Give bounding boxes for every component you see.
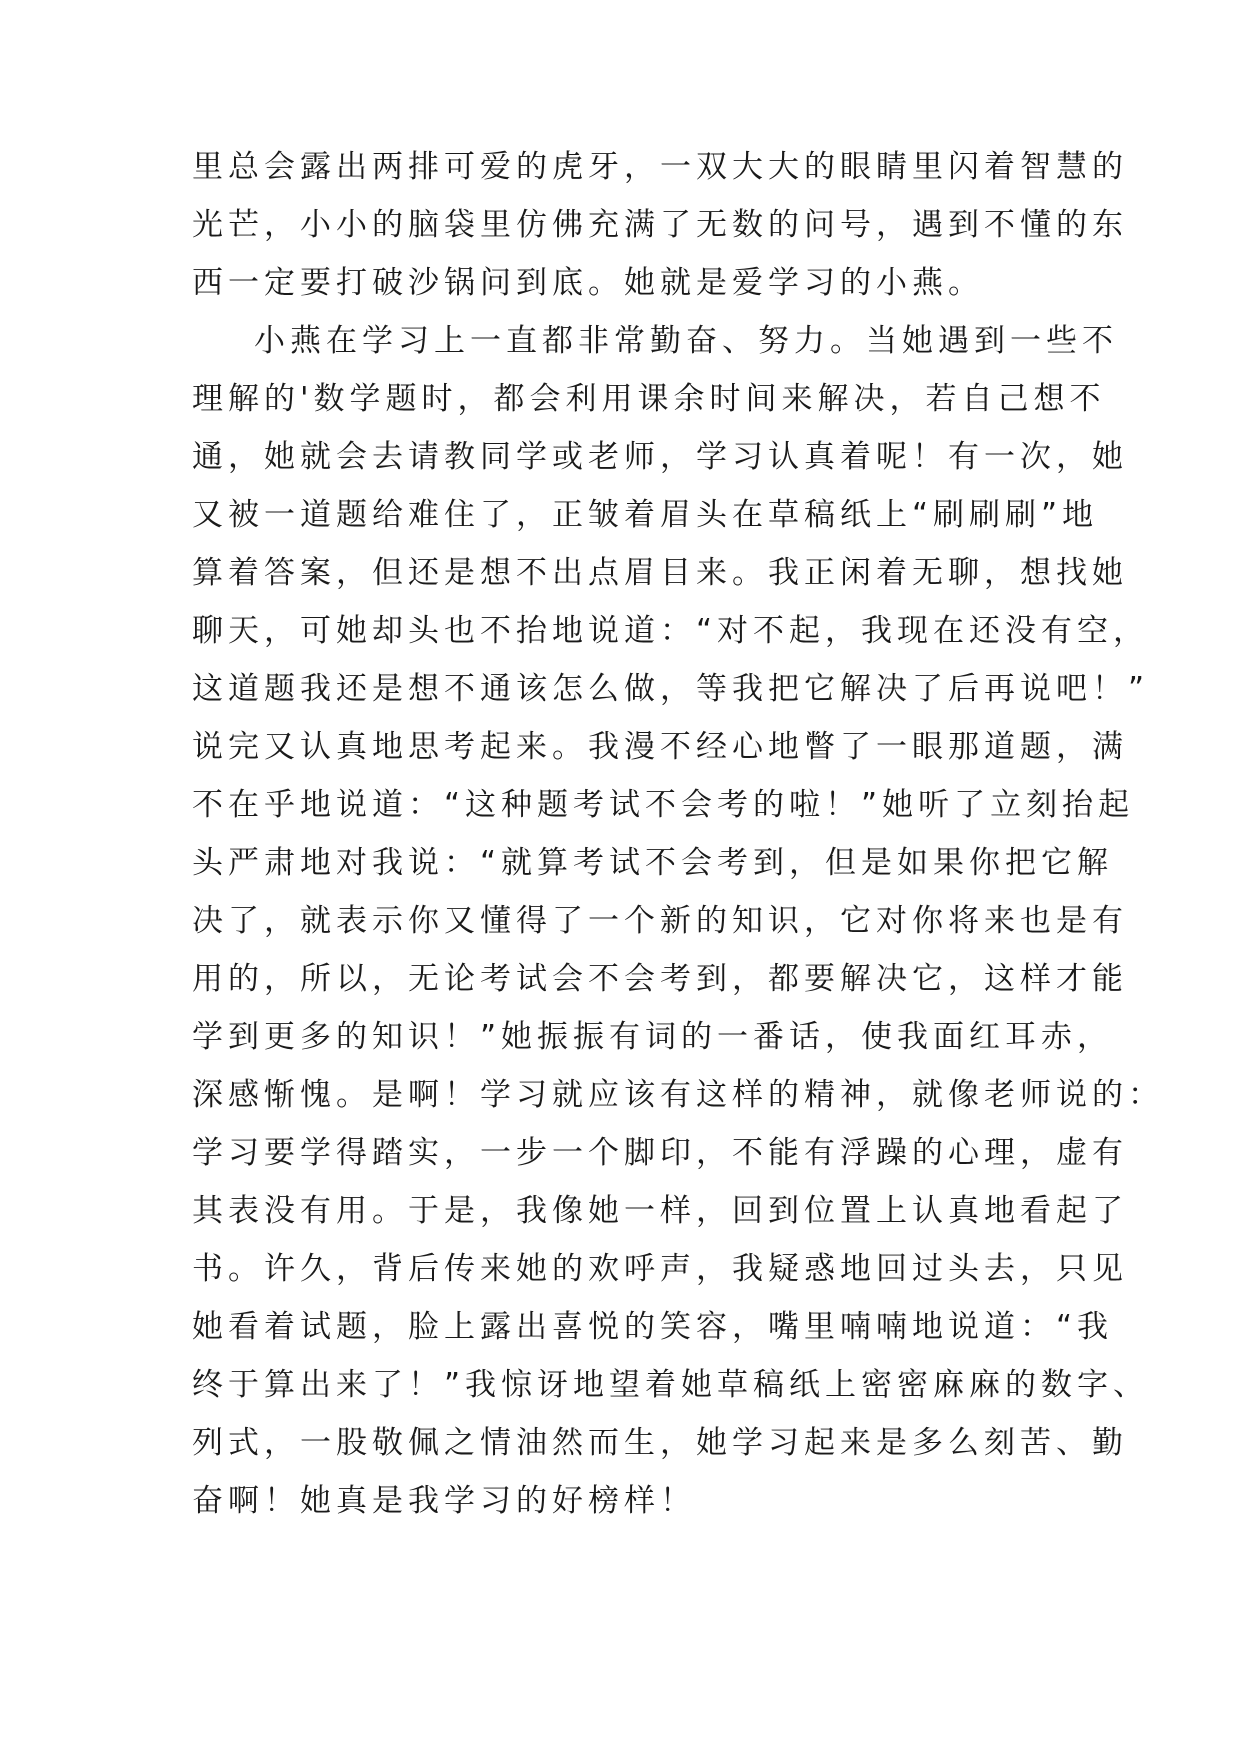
text-line: 聊天，可她却头也不抬地说道：“对不起，我现在还没有空， bbox=[192, 613, 1150, 649]
text-line: 深感惭愧。是啊！学习就应该有这样的精神，就像老师说的： bbox=[192, 1077, 1164, 1113]
text-line: 书。许久，背后传来她的欢呼声，我疑惑地回过头去，只见 bbox=[192, 1251, 1128, 1287]
text-line: 这道题我还是想不通该怎么做，等我把它解决了后再说吧！” bbox=[192, 671, 1150, 707]
text-line: 不在乎地说道：“这种题考试不会考的啦！”她听了立刻抬起 bbox=[192, 787, 1135, 823]
paragraph-first-line: 小燕在学习上一直都非常勤奋、努力。当她遇到一些不 bbox=[254, 323, 1118, 359]
text-line: 又被一道题给难住了，正皱着眉头在草稿纸上“刷刷刷”地 bbox=[192, 497, 1099, 533]
text-line: 里总会露出两排可爱的虎牙，一双大大的眼睛里闪着智慧的 bbox=[192, 149, 1128, 185]
text-line: 列式，一股敬佩之情油然而生，她学习起来是多么刻苦、勤 bbox=[192, 1425, 1128, 1461]
text-line: 西一定要打破沙锅问到底。她就是爱学习的小燕。 bbox=[192, 265, 984, 301]
text-line: 终于算出来了！”我惊讶地望着她草稿纸上密密麻麻的数字、 bbox=[192, 1367, 1150, 1403]
text-line: 光芒，小小的脑袋里仿佛充满了无数的问号，遇到不懂的东 bbox=[192, 207, 1128, 243]
text-line: 头严肃地对我说：“就算考试不会考到，但是如果你把它解 bbox=[192, 845, 1114, 881]
text-line: 通，她就会去请教同学或老师，学习认真着呢！有一次，她 bbox=[192, 439, 1128, 475]
text-line: 学习要学得踏实，一步一个脚印，不能有浮躁的心理，虚有 bbox=[192, 1135, 1128, 1171]
text-line: 奋啊！她真是我学习的好榜样！ bbox=[192, 1483, 696, 1519]
text-line: 决了，就表示你又懂得了一个新的知识，它对你将来也是有 bbox=[192, 903, 1128, 939]
text-line: 她看着试题，脸上露出喜悦的笑容，嘴里喃喃地说道：“我 bbox=[192, 1309, 1114, 1345]
text-line: 理解的'数学题时，都会利用课余时间来解决，若自己想不 bbox=[192, 381, 1106, 417]
text-line: 说完又认真地思考起来。我漫不经心地瞥了一眼那道题，满 bbox=[192, 729, 1128, 765]
text-line: 其表没有用。于是，我像她一样，回到位置上认真地看起了 bbox=[192, 1193, 1128, 1229]
text-line: 学到更多的知识！”她振振有词的一番话，使我面红耳赤， bbox=[192, 1019, 1114, 1055]
text-line: 用的，所以，无论考试会不会考到，都要解决它，这样才能 bbox=[192, 961, 1128, 997]
text-line: 算着答案，但还是想不出点眉目来。我正闲着无聊，想找她 bbox=[192, 555, 1128, 591]
